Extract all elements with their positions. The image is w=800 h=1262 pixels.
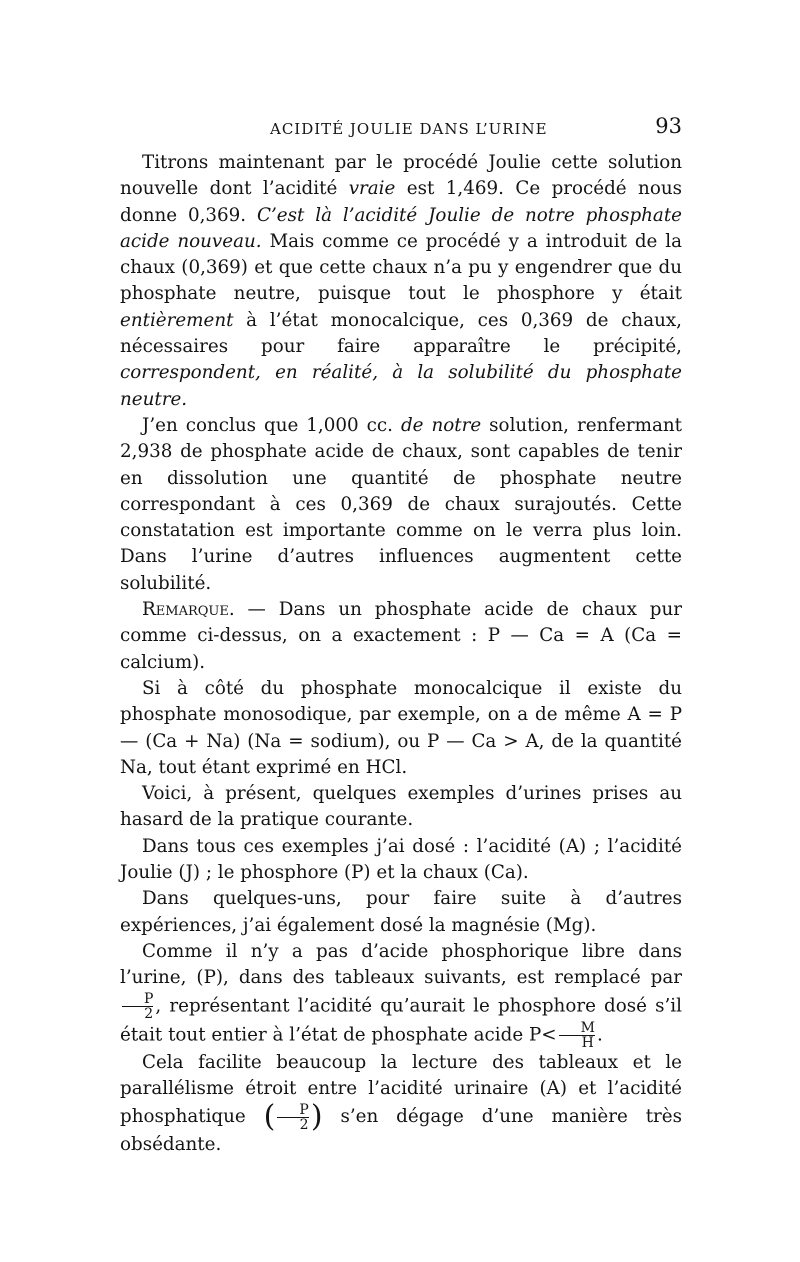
paragraph-examples-intro: Voici, à présent, quelques exemples d’urines prises au hasard de la pratique courante. xyxy=(120,783,682,831)
fraction-numerator: M xyxy=(580,1019,595,1036)
paragraph-magnesie: Dans quelques-uns, pour faire suite à d’autres expériences, j’ai également dosé la magnésie (Mg). xyxy=(120,888,682,936)
paren-open: ( xyxy=(263,1099,276,1135)
paragraph-remplacement xyxy=(120,939,682,1050)
emphasis: vraie xyxy=(348,178,396,200)
fraction-numerator: P xyxy=(144,990,154,1007)
paragraph-titration xyxy=(120,150,682,413)
running-title: ACIDITÉ JOULIE DANS L’URINE xyxy=(270,120,548,138)
paragraph-dosages: Dans tous ces exemples j’ai dosé : l’acidité (A) ; l’acidité Joulie (J) ; le phosphore (P) et la chaux (Ca). xyxy=(120,835,682,884)
text-run: . xyxy=(596,1024,603,1045)
emphasis: C’est là l’acidité Joulie de notre phosphate acide nouveau. xyxy=(120,204,682,252)
text-run: , représentant l’acidité qu’aurait le phosphore dosé s’il était tout entier à l’état de phosphate acide P< xyxy=(120,995,682,1045)
text-run: J’en conclus que 1,000 cc. xyxy=(142,414,401,436)
fraction-m-over-h xyxy=(559,1021,595,1050)
text-run: s’en dégage d’une manière très obsédante. xyxy=(120,1106,682,1156)
fraction-denominator: H xyxy=(559,1035,595,1050)
fraction-numerator: P xyxy=(299,1101,309,1118)
paragraph-parallelisme xyxy=(120,1050,682,1159)
fraction-p-over-2 xyxy=(122,992,153,1021)
fraction-p-over-2 xyxy=(277,1103,308,1132)
text-run: est 1,469. Ce procédé nous donne 0,369. xyxy=(120,178,682,226)
page-header xyxy=(120,112,682,142)
page-body xyxy=(120,150,682,1158)
emphasis: de notre xyxy=(400,414,482,436)
page-number: 93 xyxy=(655,114,682,138)
fraction-denominator: 2 xyxy=(277,1117,308,1132)
text-run: Cela facilite beaucoup la lecture des tableaux et le parallélisme étroit entre l’acidité urinaire (A) et l’acidité phosphatique xyxy=(120,1051,682,1128)
fraction-denominator: 2 xyxy=(122,1006,153,1021)
paragraph-conclusion xyxy=(120,413,682,597)
text-run: solution, renfermant 2,938 de phosphate acide de chaux, sont capables de tenir en dissolution une quantité de phosphate neutre correspondant à ces 0,369 de chaux surajoutés. Cette constatation est importante comme on le verra plus loin. Dans l’urine d’autres influences augmentent cette solubilité. xyxy=(120,414,682,594)
paragraph-remarque xyxy=(120,597,682,676)
remarque-label: Remarque. xyxy=(142,599,235,621)
text-run: Comme il n’y a pas d’acide phosphorique libre dans l’urine, (P), dans des tableaux suivants, est remplacé par xyxy=(120,940,682,989)
text-run: Mais comme ce procédé y a introduit de la chaux (0,369) et que cette chaux n’a pu y engendrer que du phosphate neutre, puisque tout le phosphore y était xyxy=(120,230,682,305)
text-run: — Dans un phosphate acide de chaux pur comme ci-dessus, on a exactement : P — Ca = A (Ca = calcium). xyxy=(120,599,682,673)
text-run: Titrons maintenant par le procédé Joulie cette solution nouvelle dont l’acidité xyxy=(120,152,682,200)
emphasis: correspondent, en réalité, à la solubilité du phosphate neutre. xyxy=(120,362,682,410)
paren-close: ) xyxy=(310,1099,323,1135)
emphasis: entièrement xyxy=(120,309,234,331)
text-run: à l’état monocalcique, ces 0,369 de chaux, nécessaires pour faire apparaître le précipité, xyxy=(120,309,682,358)
paragraph-monosodique: Si à côté du phosphate monocalcique il existe du phosphate monosodique, par exemple, on a de même A = P — (Ca + Na) (Na = sodium), ou P — Ca > A, de la quantité Na, tout étant exprimé en HCl. xyxy=(120,677,682,778)
